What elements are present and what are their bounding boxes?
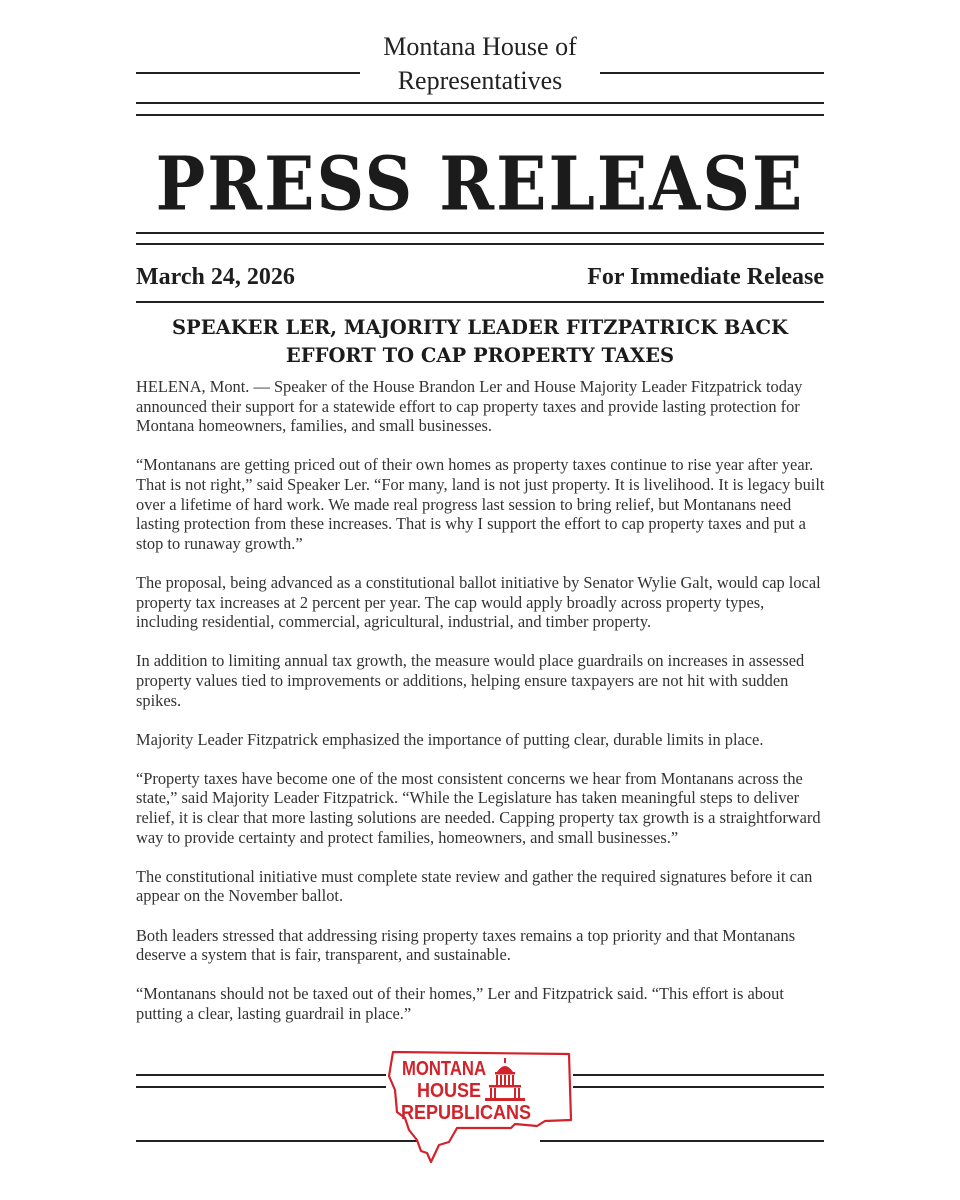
footer-rule-right-2 bbox=[573, 1086, 824, 1088]
body-paragraph: In addition to limiting annual tax growth, the measure would place guardrails on increases in assessed property values tied to improvements or additions, helping ensure taxpayers are not hit with sudden spikes. bbox=[136, 651, 805, 710]
body-paragraph: Both leaders stressed that addressing rising property taxes remains a top priority and that Montanans deserve a system that is fair, transparent, and sustainable. bbox=[136, 925, 796, 965]
footer-rule-left-2 bbox=[136, 1086, 386, 1088]
footer-rule-left-1 bbox=[136, 1074, 386, 1076]
meta-rule bbox=[136, 301, 824, 303]
body-paragraph: “Property taxes have become one of the most consistent concerns we hear from Montanans across the state,” said Majority Leader Fitzpatrick. “While the Legislature has taken meaningful steps to deliver relief, it is clear that more lasting solutions are needed. Capping property tax growth is a straightforward way to provide certainty and protect families, homeowners, and small businesses.” bbox=[136, 768, 821, 847]
title-rule-lower-1 bbox=[136, 232, 824, 234]
header-rule-under-org bbox=[136, 102, 824, 104]
body-paragraph: Majority Leader Fitzpatrick emphasized the importance of putting clear, durable limits in place. bbox=[136, 729, 764, 749]
header-rule-top-right bbox=[600, 72, 824, 74]
release-date: March 24, 2026 bbox=[136, 264, 295, 290]
body-paragraph: “Montanans are getting priced out of their own homes as property taxes continue to rise year after year. That is not right,” said Speaker Ler. “For many, land is not just property. It is livelihood. It is legacy built over a lifetime of hard work. We made real progress last session to bring relief, but Montanans need lasting protection from these increases. That is why I support the effort to cap property taxes and put a stop to runaway growth.” bbox=[136, 455, 825, 553]
body-paragraph: HELENA, Mont. — Speaker of the House Brandon Ler and House Majority Leader Fitzpatrick today announced their support for a statewide effort to cap property taxes and provide lasting protection for Montana homeowners, families, and small businesses. bbox=[136, 377, 803, 436]
header-rule-above-title bbox=[136, 114, 824, 116]
page-title: PRESS RELEASE bbox=[155, 140, 805, 228]
footer-rule-right-1 bbox=[573, 1074, 824, 1076]
footer-rule-bottom-right bbox=[540, 1140, 824, 1142]
montana-house-republicans-logo bbox=[387, 1050, 573, 1164]
body-paragraph: The proposal, being advanced as a constitutional ballot initiative by Senator Wylie Galt, would cap local property tax increases at 2 percent per year. The cap would apply broadly across property types, including residential, commercial, agricultural, industrial, and timber property. bbox=[136, 572, 821, 632]
organization-line-1: Montana House of bbox=[383, 32, 577, 61]
headline bbox=[136, 314, 824, 370]
organization-name bbox=[363, 30, 597, 98]
logo-line-3: REPUBLICANS bbox=[401, 1102, 531, 1124]
logo-line-2: HOUSE bbox=[417, 1080, 481, 1102]
body-paragraph: The constitutional initiative must complete state review and gather the required signatures before it can appear on the November ballot. bbox=[136, 866, 813, 906]
article-body bbox=[136, 377, 826, 1043]
organization-line-2: Representatives bbox=[397, 66, 563, 95]
footer-rule-bottom-left bbox=[136, 1140, 420, 1142]
headline-line-2: EFFORT TO CAP PROPERTY TAXES bbox=[285, 344, 675, 367]
logo-line-1: MONTANA bbox=[402, 1058, 486, 1080]
header-rule-top-left bbox=[136, 72, 360, 74]
title-rule-lower-2 bbox=[136, 243, 824, 245]
headline-line-1: SPEAKER LER, MAJORITY LEADER FITZPATRICK BACK bbox=[171, 316, 789, 339]
body-paragraph: “Montanans should not be taxed out of their homes,” Ler and Fitzpatrick said. “This effort is about putting a clear, lasting guardrail in place.” bbox=[136, 984, 784, 1023]
release-note: For Immediate Release bbox=[587, 264, 824, 290]
